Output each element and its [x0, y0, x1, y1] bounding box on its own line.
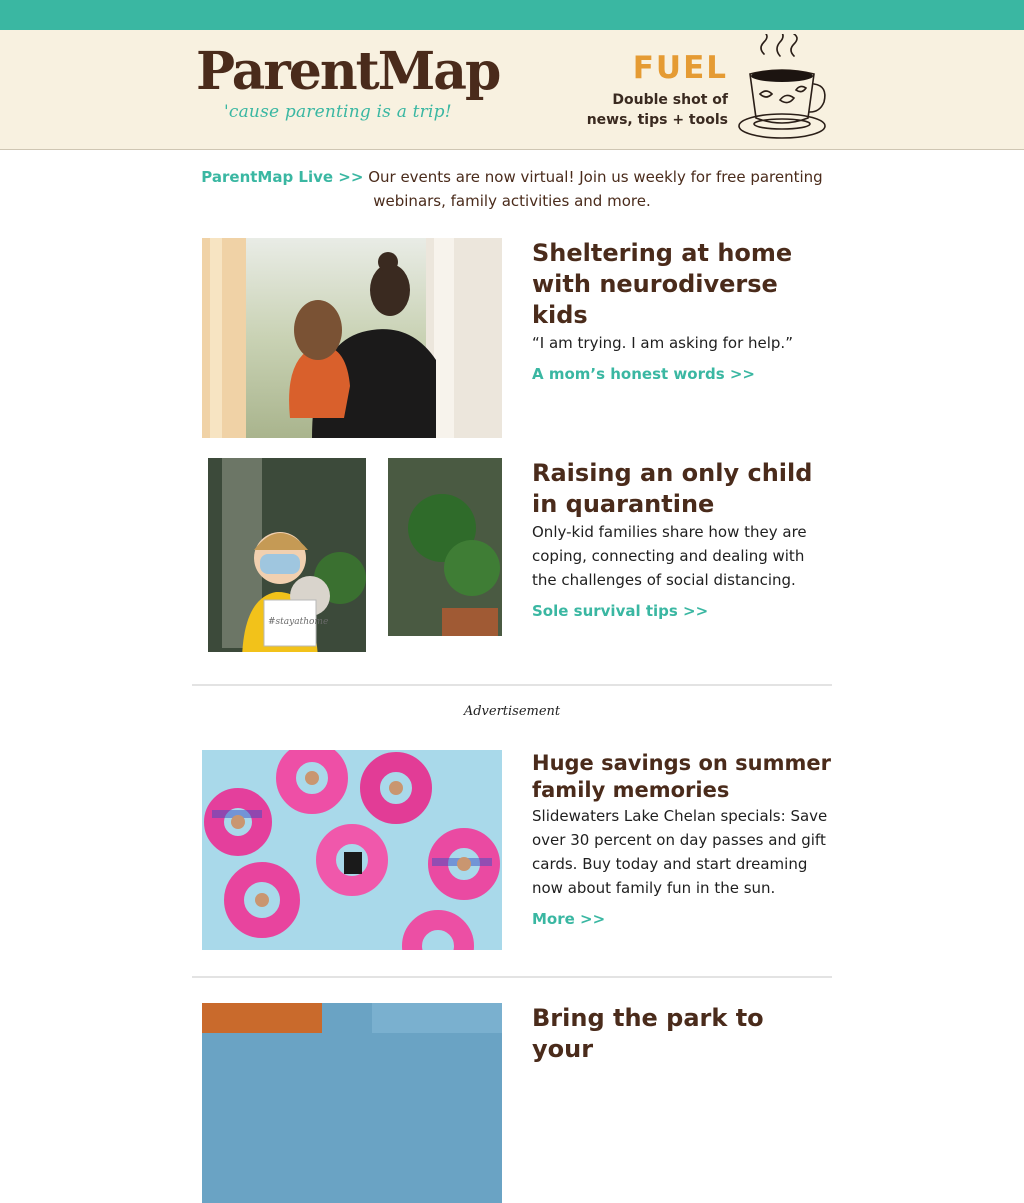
- newsletter-header: [0, 30, 1024, 150]
- parentmap-live-banner: [192, 165, 832, 213]
- story-summary: Only-kid families share how they are coping, connecting and dealing with the challenges of social distancing.: [532, 523, 807, 589]
- story-summary: “I am trying. I am asking for help.”: [532, 334, 793, 352]
- story-text: [532, 458, 832, 620]
- story-link[interactable]: Sole survival tips >>: [532, 602, 709, 620]
- logo-tagline: 'cause parenting is a trip!: [224, 102, 452, 122]
- masked-child-behind-window-photo[interactable]: [202, 458, 502, 658]
- coffee-cup-icon: [734, 34, 830, 144]
- ad-summary: Slidewaters Lake Chelan specials: Save over 30 percent on day passes and gift cards. Buy today and start dreaming now about family fun in the sun.: [532, 807, 828, 897]
- ad-more-link[interactable]: More >>: [532, 910, 606, 928]
- story-link[interactable]: A mom’s honest words >>: [532, 365, 755, 383]
- fuel-subtitle-line1: Double shot of: [612, 92, 728, 108]
- section-divider: [192, 684, 832, 686]
- fuel-subtitle: [587, 90, 728, 130]
- sign-text: #stayathome: [268, 617, 329, 627]
- fuel-subtitle-line2: news, tips + tools: [586, 112, 728, 128]
- story-text: [532, 1003, 832, 1065]
- people-on-pink-pool-tubes-photo[interactable]: [202, 750, 502, 950]
- mother-holding-child-at-window-photo[interactable]: [202, 238, 502, 438]
- story-title[interactable]: Raising an only child in quarantine: [532, 459, 813, 518]
- advertisement-label: Advertisement: [463, 704, 561, 719]
- live-banner-text: Our events are now virtual! Join us weekly for free parenting webinars, family activities and more.: [363, 168, 823, 210]
- section-divider: [192, 976, 832, 978]
- parentmap-live-link[interactable]: ParentMap Live >>: [201, 168, 364, 186]
- ad-title[interactable]: Huge savings on summer family memories: [532, 751, 831, 802]
- top-accent-bar: [0, 0, 1024, 30]
- parentmap-logo[interactable]: ParentMap: [196, 41, 500, 102]
- story-title[interactable]: Sheltering at home with neurodiverse kids: [532, 239, 793, 329]
- park-photo[interactable]: [202, 1003, 502, 1203]
- story-text: [532, 238, 832, 383]
- story-text: [532, 750, 832, 928]
- fuel-title: FUEL: [632, 50, 728, 86]
- story-title[interactable]: Bring the park to your: [532, 1004, 764, 1063]
